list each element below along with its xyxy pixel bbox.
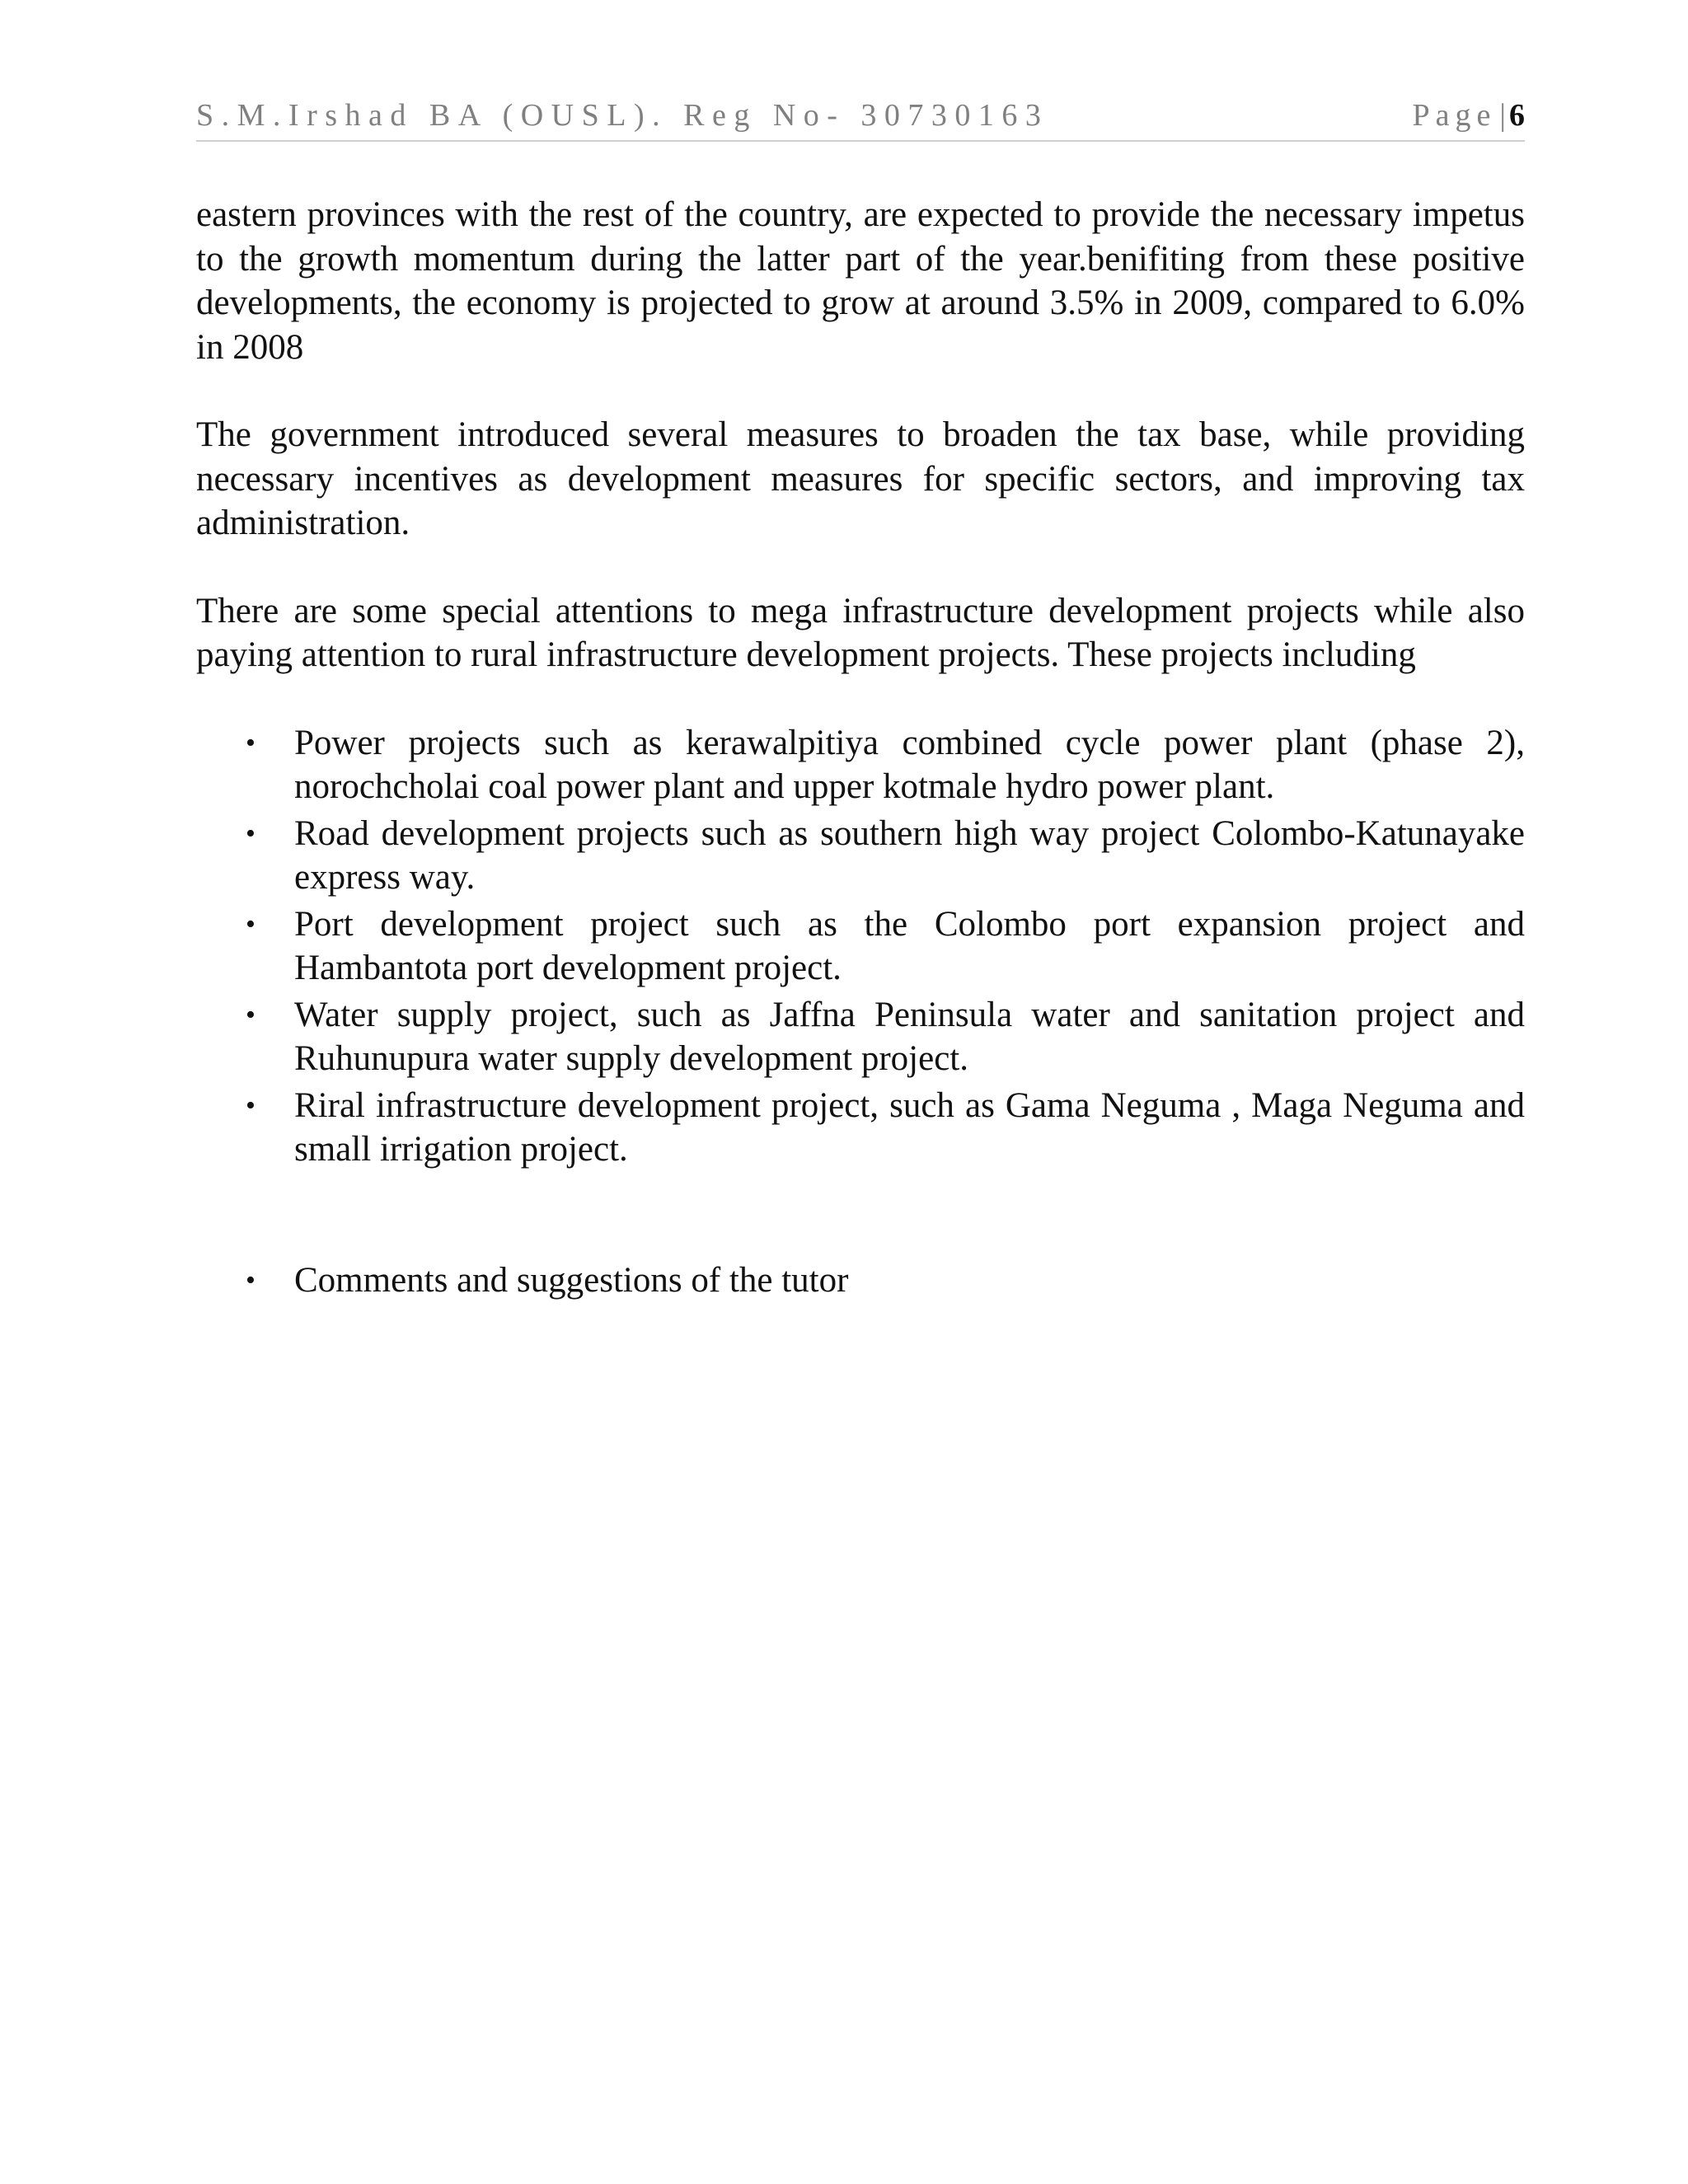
- page-separator: |: [1499, 98, 1506, 133]
- header-page-indicator: [1413, 97, 1525, 134]
- list-item: [196, 1084, 1525, 1172]
- page-number: 6: [1509, 98, 1525, 133]
- list-item-text: Power projects such as kerawalpitiya combined cycle power plant (phase 2), norochcholai coal power plant and upper kotmale hydro power plant.: [294, 723, 1525, 806]
- list-item: [196, 812, 1525, 900]
- list-item: [196, 721, 1525, 809]
- bullet-icon: •: [246, 1090, 256, 1121]
- list-item: [196, 1258, 1525, 1303]
- list-spacer: [196, 1174, 1525, 1258]
- list-item: [196, 902, 1525, 991]
- bullet-icon: •: [246, 727, 256, 758]
- paragraph-infrastructure: There are some special attentions to mega infrastructure development projects while also paying attention to rural infrastructure development projects. These projects including: [196, 591, 1525, 674]
- body-content: [196, 193, 1525, 1305]
- list-item-text: Road development projects such as southern high way project Colombo-Katunayake express way.: [294, 813, 1525, 897]
- project-list: [196, 721, 1525, 1172]
- list-item: [196, 993, 1525, 1081]
- bullet-icon: •: [246, 999, 256, 1030]
- bullet-icon: •: [246, 818, 256, 849]
- paragraph-economy-growth: eastern provinces with the rest of the country, are expected to provide the necessary impetus to the growth momentum during the latter part of the year.benifiting from these positive developments, the economy is projected to grow at around 3.5% in 2009, compared to 6.0% in 2008: [196, 195, 1525, 367]
- header-author-reg: S.M.Irshad BA (OUSL). Reg No- 30730163: [196, 98, 1049, 133]
- bullet-icon: •: [246, 908, 256, 940]
- paragraph-tax-measures: The government introduced several measures to broaden the tax base, while providing necessary incentives as development measures for specific sectors, and improving tax administration.: [196, 415, 1525, 542]
- list-item-text: Water supply project, such as Jaffna Peninsula water and sanitation project and Ruhunupura water supply development project.: [294, 995, 1525, 1078]
- list-item-text: Port development project such as the Colombo port expansion project and Hambantota port development project.: [294, 904, 1525, 987]
- page-label: Page: [1412, 98, 1497, 133]
- page-header: [196, 97, 1525, 142]
- tutor-comments-list: [196, 1258, 1525, 1303]
- tutor-comments-heading: Comments and suggestions of the tutor: [294, 1260, 849, 1300]
- bullet-icon: •: [246, 1264, 256, 1296]
- list-item-text: Riral infrastructure development project, such as Gama Neguma , Maga Neguma and small irrigation project.: [294, 1085, 1525, 1169]
